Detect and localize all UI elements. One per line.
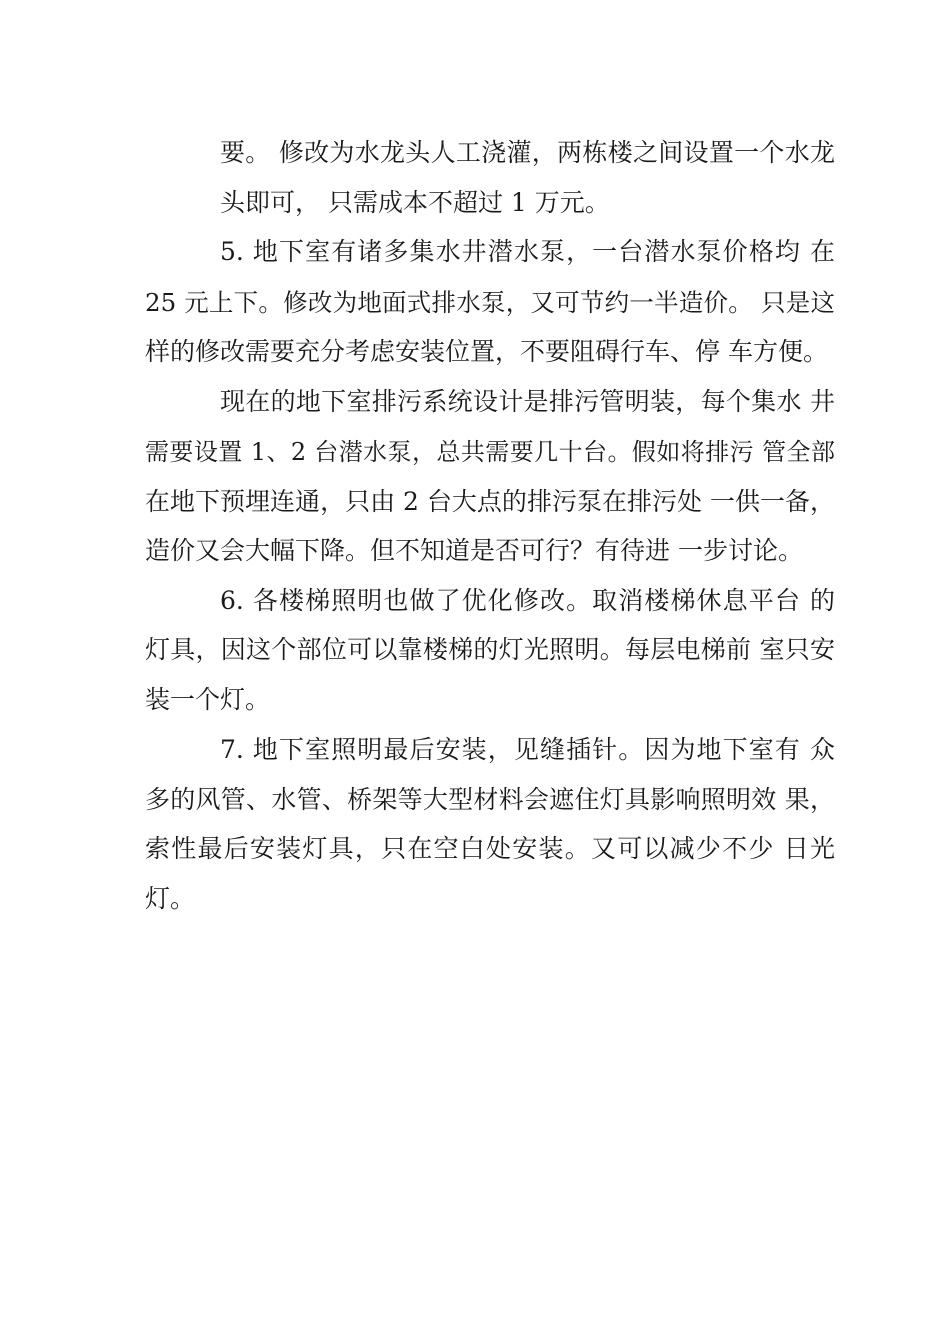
- text-line: 5. 地下室有诸多集水井潜水泵，一台潜水泵价格均 在: [220, 237, 835, 266]
- text-line: 头即可， 只需成本不超过 1 万元。: [220, 188, 610, 217]
- text-line: 造价又会大幅下降。但不知道是否可行？有待进 一步讨论。: [145, 536, 803, 565]
- text-line: 7. 地下室照明最后安装，见缝插针。因为地下室有 众: [220, 735, 835, 764]
- text-line: 在地下预埋连通，只由 2 台大点的排污泵在排污处 一供一备，: [145, 487, 835, 516]
- text-line: 要。 修改为水龙头人工浇灌，两栋楼之间设置一个水龙: [220, 138, 835, 167]
- text-line: 样的修改需要充分考虑安装位置，不要阻碍行车、停 车方便。: [145, 337, 828, 366]
- text-line: 灯。: [145, 884, 196, 913]
- text-line: 索性最后安装灯具，只在空白处安装。又可以减少不少 日光: [145, 834, 835, 863]
- text-line: 多的风管、水管、桥架等大型材料会遮住灯具影响照明效 果，: [145, 785, 835, 814]
- text-line: 现在的地下室排污系统设计是排污管明装，每个集水 井: [220, 387, 835, 416]
- text-line: 需要设置 1、2 台潜水泵，总共需要几十台。假如将排污 管全部: [145, 438, 835, 466]
- text-line: 灯具，因这个部位可以靠楼梯的灯光照明。每层电梯前 室只安: [145, 635, 835, 664]
- text-line: 装一个灯。: [145, 685, 271, 714]
- text-line: 25 元上下。修改为地面式排水泵，又可节约一半造价。 只是这: [145, 288, 835, 317]
- text-line: 6. 各楼梯照明也做了优化修改。取消楼梯休息平台 的: [220, 586, 835, 615]
